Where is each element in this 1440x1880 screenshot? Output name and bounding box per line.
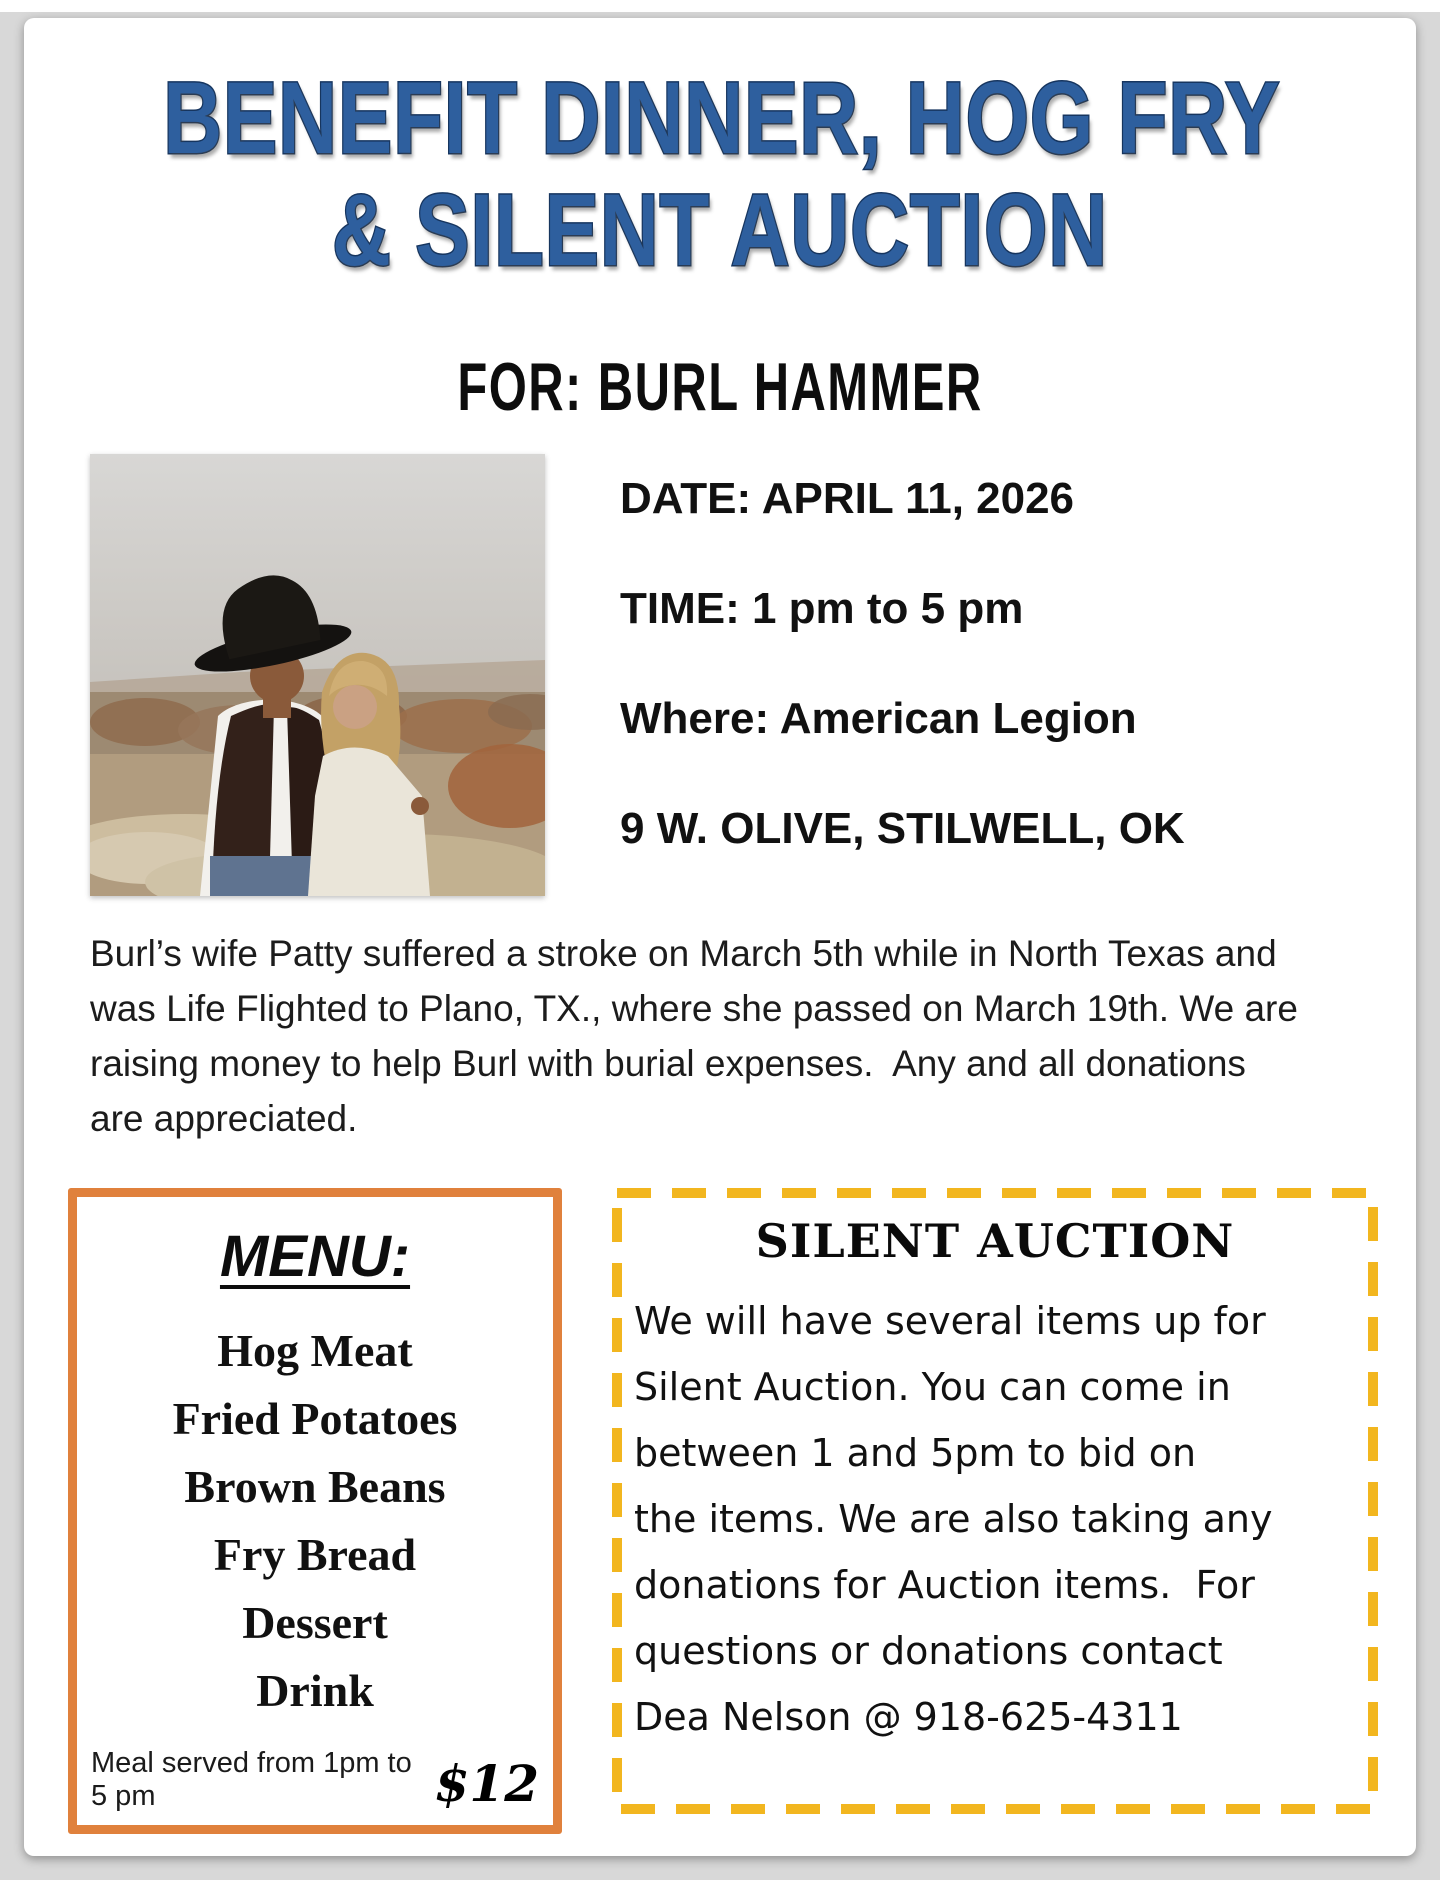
auction-line: between 1 and 5pm to bid on — [634, 1431, 1197, 1475]
story-paragraph — [90, 926, 1380, 1146]
menu-item: Hog Meat — [217, 1325, 413, 1376]
auction-heading: SILENT AUCTION — [755, 1214, 1235, 1268]
detail-time: TIME: 1 pm to 5 pm — [620, 584, 1024, 633]
flyer-subtitle: FOR: BURL HAMMER — [457, 349, 983, 425]
silent-auction-box — [612, 1188, 1378, 1814]
story-line: was Life Flighted to Plano, TX., where she passed on March 19th. We are — [90, 988, 1298, 1029]
menu-footer — [77, 1747, 553, 1825]
menu-item: Drink — [256, 1665, 374, 1716]
title-line-2: & SILENT AUCTION — [332, 173, 1108, 287]
menu-footnote: Meal served from 1pm to 5 pm — [91, 1747, 412, 1812]
couple-photo-illustration — [90, 454, 545, 896]
detail-address: 9 W. OLIVE, STILWELL, OK — [620, 804, 1185, 853]
detail-venue: Where: American Legion — [620, 694, 1137, 743]
event-details — [620, 474, 1185, 854]
couple-photo — [90, 454, 545, 896]
title-line-1: BENEFIT DINNER, HOG FRY — [163, 61, 1281, 175]
detail-date: DATE: APRIL 11, 2026 — [620, 474, 1075, 523]
auction-line: Dea Nelson @ 918-625-4311 — [634, 1695, 1183, 1739]
auction-line: questions or donations contact — [634, 1629, 1223, 1673]
menu-box — [68, 1188, 562, 1834]
menu-price: $12 — [434, 1754, 539, 1813]
flyer-title — [24, 62, 1416, 286]
menu-item: Fry Bread — [213, 1529, 417, 1580]
auction-line: We will have several items up for — [634, 1299, 1266, 1343]
menu-item: Dessert — [242, 1597, 388, 1648]
auction-line: Silent Auction. You can come in — [634, 1365, 1231, 1409]
story-line: are appreciated. — [90, 1098, 358, 1139]
menu-heading: MENU: — [219, 1224, 411, 1289]
menu-item: Brown Beans — [184, 1461, 446, 1512]
menu-item: Fried Potatoes — [172, 1393, 458, 1444]
auction-paragraph — [612, 1288, 1378, 1750]
flyer-page — [24, 18, 1416, 1856]
story-line: raising money to help Burl with burial expenses. Any and all donations — [90, 1043, 1246, 1084]
story-line: Burl’s wife Patty suffered a stroke on March 5th while in North Texas and — [90, 933, 1277, 974]
menu-items — [77, 1324, 553, 1717]
auction-line: donations for Auction items. For — [634, 1563, 1255, 1607]
auction-line: the items. We are also taking any — [634, 1497, 1273, 1541]
